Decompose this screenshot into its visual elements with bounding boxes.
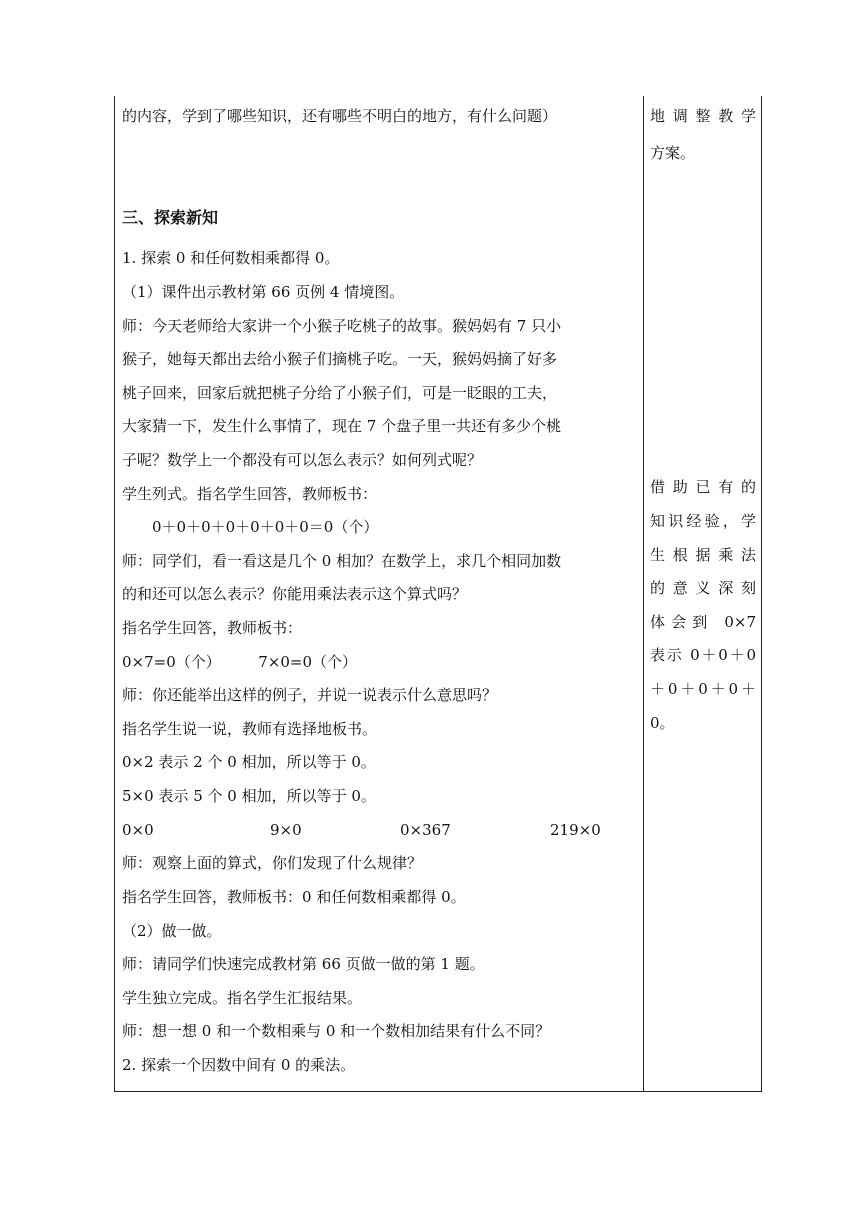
text-line: （2）做一做。 bbox=[122, 922, 222, 940]
text-line: 桃子回来，回家后就把桃子分给了小猴子们，可是一眨眼的工夫， bbox=[122, 384, 558, 402]
example-expression: 219×0 bbox=[550, 821, 601, 839]
text-line: 师：想一想 0 和一个数相乘与 0 和一个数相加结果有什么不同？ bbox=[122, 1022, 551, 1040]
example-expression: 0×367 bbox=[400, 821, 451, 839]
text-line: 学生列式。指名学生回答，教师板书： bbox=[122, 485, 378, 503]
side-note-line: 表示 0＋0＋0 bbox=[650, 646, 756, 664]
side-note-line: 的意义深刻 bbox=[650, 579, 756, 597]
lesson-plan-table bbox=[114, 96, 762, 1092]
side-note-line: ＋0＋0＋0＋ bbox=[650, 680, 756, 698]
text-line: 的和还可以怎么表示？你能用乘法表示这个算式吗？ bbox=[122, 585, 468, 603]
side-note-line: 借助已有的 bbox=[650, 478, 756, 496]
text-line: （1）课件出示教材第 66 页例 4 情境图。 bbox=[122, 283, 405, 301]
side-note-line: 知识经验，学 bbox=[650, 512, 756, 530]
section-heading: 三、探索新知 bbox=[122, 208, 219, 227]
text-line: 学生独立完成。指名学生汇报结果。 bbox=[122, 989, 363, 1007]
side-note-line: 0。 bbox=[650, 714, 675, 732]
text-line: 指名学生说一说，教师有选择地板书。 bbox=[122, 720, 378, 738]
text-line: 大家猜一下，发生什么事情了，现在 7 个盘子里一共还有多少个桃 bbox=[122, 417, 562, 435]
column-divider bbox=[643, 96, 644, 1091]
text-line: 师：观察上面的算式，你们发现了什么规律？ bbox=[122, 854, 423, 872]
side-note-line: 生根据乘法 bbox=[650, 546, 756, 564]
board-equation: 0×7=0（个） 7×0=0（个） bbox=[122, 653, 358, 671]
text-line: 0×2 表示 2 个 0 相加，所以等于 0。 bbox=[122, 753, 376, 771]
text-line: 2. 探索一个因数中间有 0 的乘法。 bbox=[122, 1056, 356, 1074]
text-line: 师：今天老师给大家讲一个小猴子吃桃子的故事。猴妈妈有 7 只小 bbox=[122, 317, 562, 335]
text-line: 猴子，她每天都出去给小猴子们摘桃子吃。一天，猴妈妈摘了好多 bbox=[122, 350, 558, 368]
text-line: 指名学生回答，教师板书： bbox=[122, 619, 303, 637]
text-line: 师：你还能举出这样的例子，并说一说表示什么意思吗？ bbox=[122, 686, 498, 704]
text-line: 1. 探索 0 和任何数相乘都得 0。 bbox=[122, 249, 340, 267]
example-expression: 9×0 bbox=[270, 821, 302, 839]
intro-line: 的内容，学到了哪些知识，还有哪些不明白的地方，有什么问题） bbox=[122, 107, 558, 125]
text-line: 师：请同学们快速完成教材第 66 页做一做的第 1 题。 bbox=[122, 955, 485, 973]
side-note-line: 体会到 0×7 bbox=[650, 613, 756, 631]
board-equation: 0＋0＋0＋0＋0＋0＋0＝0（个） bbox=[122, 518, 379, 536]
text-line: 子呢？数学上一个都没有可以怎么表示？如何列式呢？ bbox=[122, 451, 483, 469]
example-expression: 0×0 bbox=[122, 821, 154, 839]
text-line: 指名学生回答，教师板书：0 和任何数相乘都得 0。 bbox=[122, 888, 466, 906]
text-line: 师：同学们，看一看这是几个 0 相加？在数学上，求几个相同加数 bbox=[122, 552, 562, 570]
text-line: 5×0 表示 5 个 0 相加，所以等于 0。 bbox=[122, 787, 376, 805]
side-note-line: 地调整教学 bbox=[650, 107, 756, 125]
side-note-line: 方案。 bbox=[650, 144, 696, 162]
